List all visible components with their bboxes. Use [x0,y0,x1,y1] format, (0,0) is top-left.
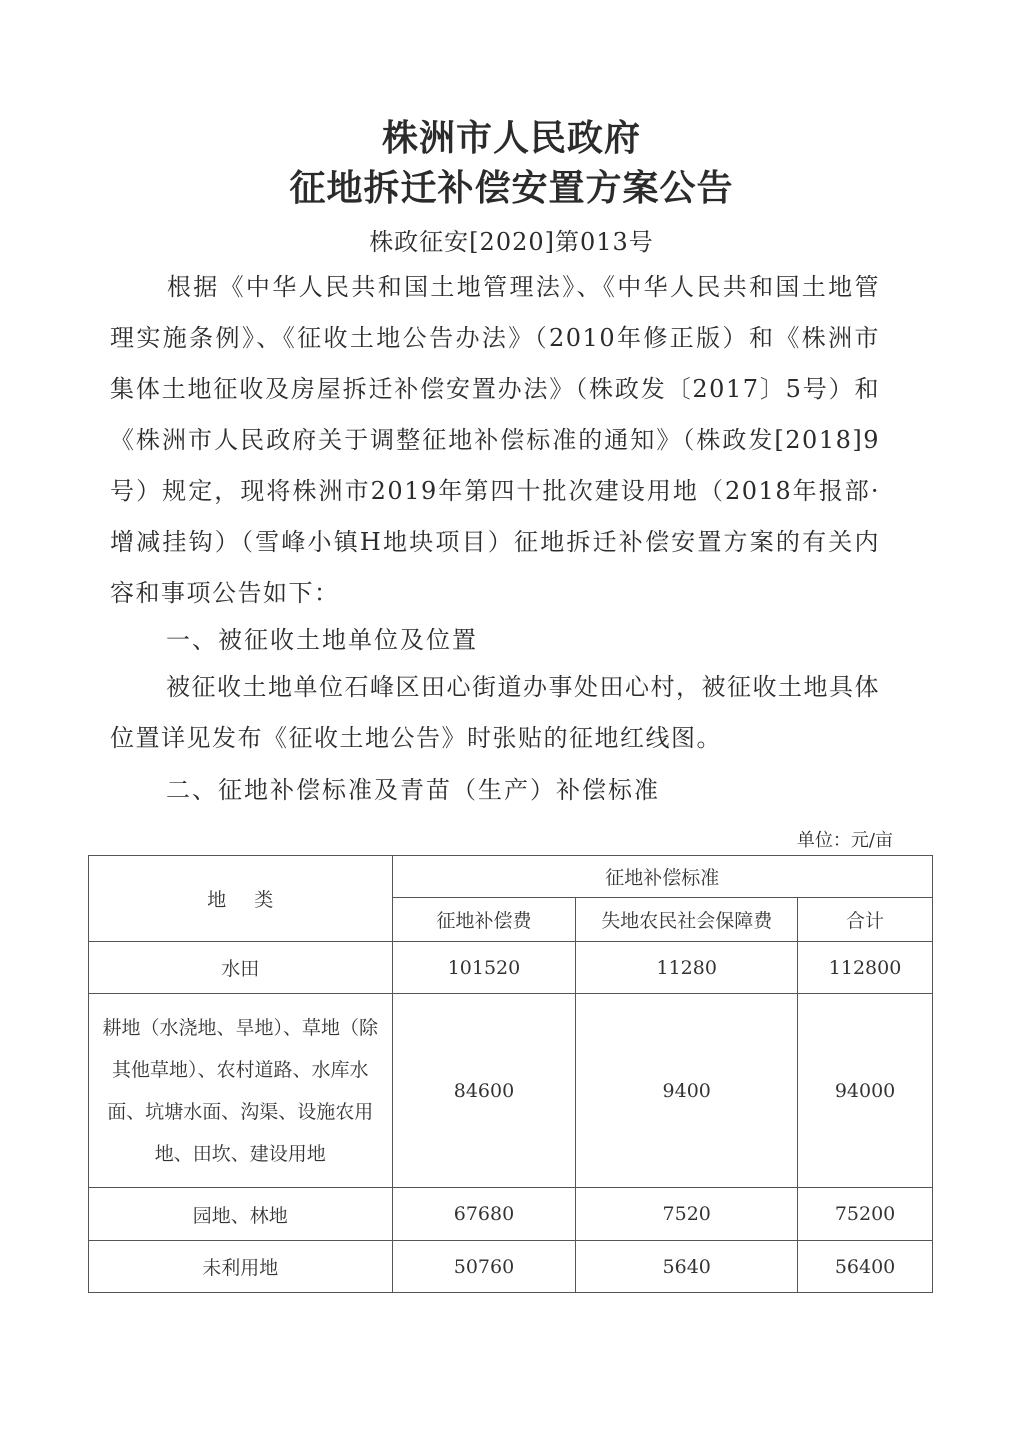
cell-social: 11280 [576,942,798,994]
intro-text: 根据《中华人民共和国土地管理法》、《中华人民共和国土地管理实施条例》、《征收土地公告办法》（2010年修正版）和《株洲市集体土地征收及房屋拆迁补偿安置办法》（株政发〔2017〕5号）和《株洲市人民政府关于调整征地补偿标准的通知》（株政发[2018]9号）规定，现将株洲市2019年第四十批次建设用地（2018年报部·增减挂钩）（雪峰小镇H地块项目）征地拆迁补偿安置方案的有关内容和事项公告如下： [110,273,880,607]
intro-paragraph [110,262,880,619]
header-social: 失地农民社会保障费 [576,898,798,942]
header-group: 征地补偿标准 [392,856,932,898]
cell-type: 耕地（水浇地、旱地）、草地（除其他草地）、农村道路、水库水面、坑塘水面、沟渠、设施农用地、田坎、建设用地 [89,994,393,1188]
section1-paragraph [110,662,880,764]
page-title: 株洲市人民政府 [381,118,641,159]
table-row [89,1241,933,1293]
cell-type: 园地、林地 [89,1188,393,1241]
header-landtype [89,856,393,942]
header-landtype-b: 类 [254,889,274,911]
cell-total: 75200 [798,1188,933,1241]
section1-heading: 一、被征收土地单位及位置 [166,626,478,654]
cell-type: 未利用地 [89,1241,393,1293]
unit-label: 单位：元/亩 [796,830,893,851]
cell-total: 112800 [798,942,933,994]
section1-text: 被征收土地单位石峰区田心街道办事处田心村，被征收土地具体位置详见发布《征收土地公告》时张贴的征地红线图。 [110,673,880,752]
cell-social: 9400 [576,994,798,1188]
table-row [89,942,933,994]
cell-fee: 84600 [392,994,576,1188]
cell-fee: 67680 [392,1188,576,1241]
table-row [89,1188,933,1241]
header-landtype-a: 地 [207,889,227,911]
header-fee: 征地补偿费 [392,898,576,942]
page-subtitle: 征地拆迁补偿安置方案公告 [289,168,734,209]
document-number: 株政征安[2020]第013号 [369,228,654,256]
cell-fee: 101520 [392,942,576,994]
compensation-table [88,855,933,1293]
header-total: 合计 [798,898,933,942]
cell-fee: 50760 [392,1241,576,1293]
table-row [89,994,933,1188]
section2-heading: 二、征地补偿标准及青苗（生产）补偿标准 [166,776,660,804]
cell-social: 5640 [576,1241,798,1293]
cell-type: 水田 [89,942,393,994]
cell-total: 94000 [798,994,933,1188]
cell-social: 7520 [576,1188,798,1241]
cell-total: 56400 [798,1241,933,1293]
